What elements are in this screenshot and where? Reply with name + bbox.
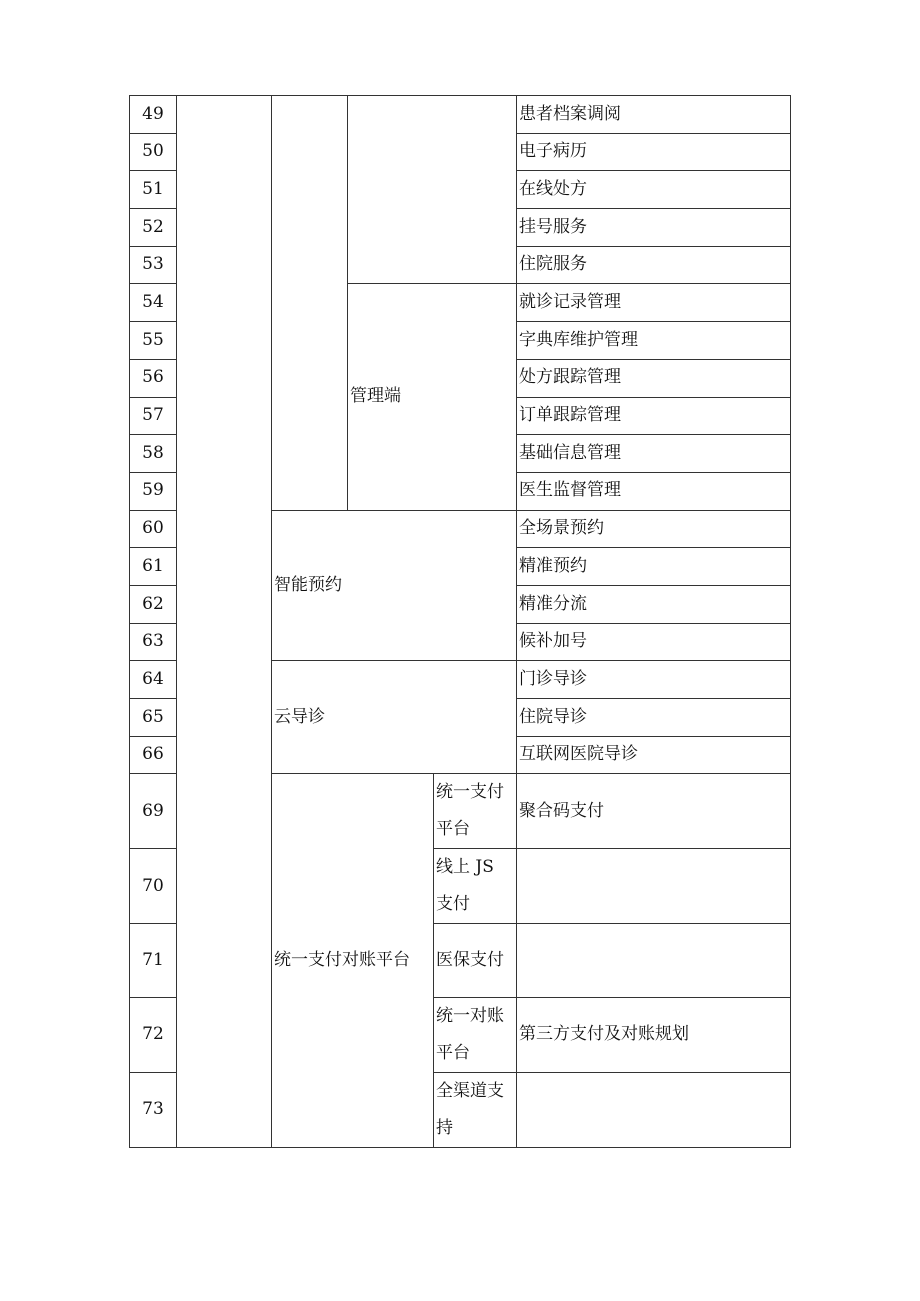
function-item: 精准预约 xyxy=(517,548,791,586)
row-number: 61 xyxy=(130,548,177,586)
row-number: 71 xyxy=(130,924,177,998)
function-item: 住院服务 xyxy=(517,246,791,284)
row-number: 64 xyxy=(130,661,177,699)
row-number: 49 xyxy=(130,96,177,134)
row-number: 62 xyxy=(130,585,177,623)
row-number: 53 xyxy=(130,246,177,284)
row-number: 51 xyxy=(130,171,177,209)
submodule-admin: 管理端 xyxy=(348,284,517,510)
row-number: 69 xyxy=(130,774,177,849)
row-number: 55 xyxy=(130,322,177,360)
module-unified-payment: 统一支付对账平台 xyxy=(272,774,434,1148)
row-number: 57 xyxy=(130,397,177,435)
row-number: 59 xyxy=(130,472,177,510)
function-item: 全场景预约 xyxy=(517,510,791,548)
function-item: 在线处方 xyxy=(517,171,791,209)
row-number: 63 xyxy=(130,623,177,661)
row-number: 73 xyxy=(130,1073,177,1148)
row-number: 52 xyxy=(130,209,177,247)
row-number: 66 xyxy=(130,736,177,774)
function-item: 医生监督管理 xyxy=(517,472,791,510)
function-item: 住院导诊 xyxy=(517,699,791,737)
function-item: 互联网医院导诊 xyxy=(517,736,791,774)
payment-subitem: 全渠道支持 xyxy=(434,1073,517,1148)
function-item: 就诊记录管理 xyxy=(517,284,791,322)
row-number: 72 xyxy=(130,998,177,1073)
function-item: 基础信息管理 xyxy=(517,435,791,473)
row-number: 65 xyxy=(130,699,177,737)
row-number: 58 xyxy=(130,435,177,473)
function-item: 患者档案调阅 xyxy=(517,96,791,134)
row-number: 54 xyxy=(130,284,177,322)
row-number: 50 xyxy=(130,133,177,171)
function-item: 门诊导诊 xyxy=(517,661,791,699)
payment-subitem: 统一支付平台 xyxy=(434,774,517,849)
function-item: 候补加号 xyxy=(517,623,791,661)
function-list-table xyxy=(129,95,791,1148)
function-item: 精准分流 xyxy=(517,585,791,623)
module-cloud-guidance: 云导诊 xyxy=(272,661,517,774)
function-item xyxy=(517,849,791,924)
submodule-cell-empty xyxy=(348,96,517,284)
function-item: 字典库维护管理 xyxy=(517,322,791,360)
function-item xyxy=(517,1073,791,1148)
category-cell-empty xyxy=(177,96,272,1148)
row-number: 56 xyxy=(130,359,177,397)
payment-subitem: 统一对账平台 xyxy=(434,998,517,1073)
function-item: 处方跟踪管理 xyxy=(517,359,791,397)
function-item xyxy=(517,924,791,998)
function-item: 挂号服务 xyxy=(517,209,791,247)
module-smart-appointment: 智能预约 xyxy=(272,510,517,661)
table-row xyxy=(130,96,791,134)
function-item: 订单跟踪管理 xyxy=(517,397,791,435)
payment-subitem: 医保支付 xyxy=(434,924,517,998)
function-item: 电子病历 xyxy=(517,133,791,171)
function-item: 第三方支付及对账规划 xyxy=(517,998,791,1073)
row-number: 60 xyxy=(130,510,177,548)
module-cell-empty xyxy=(272,96,348,511)
function-item: 聚合码支付 xyxy=(517,774,791,849)
row-number: 70 xyxy=(130,849,177,924)
payment-subitem: 线上 JS 支付 xyxy=(434,849,517,924)
